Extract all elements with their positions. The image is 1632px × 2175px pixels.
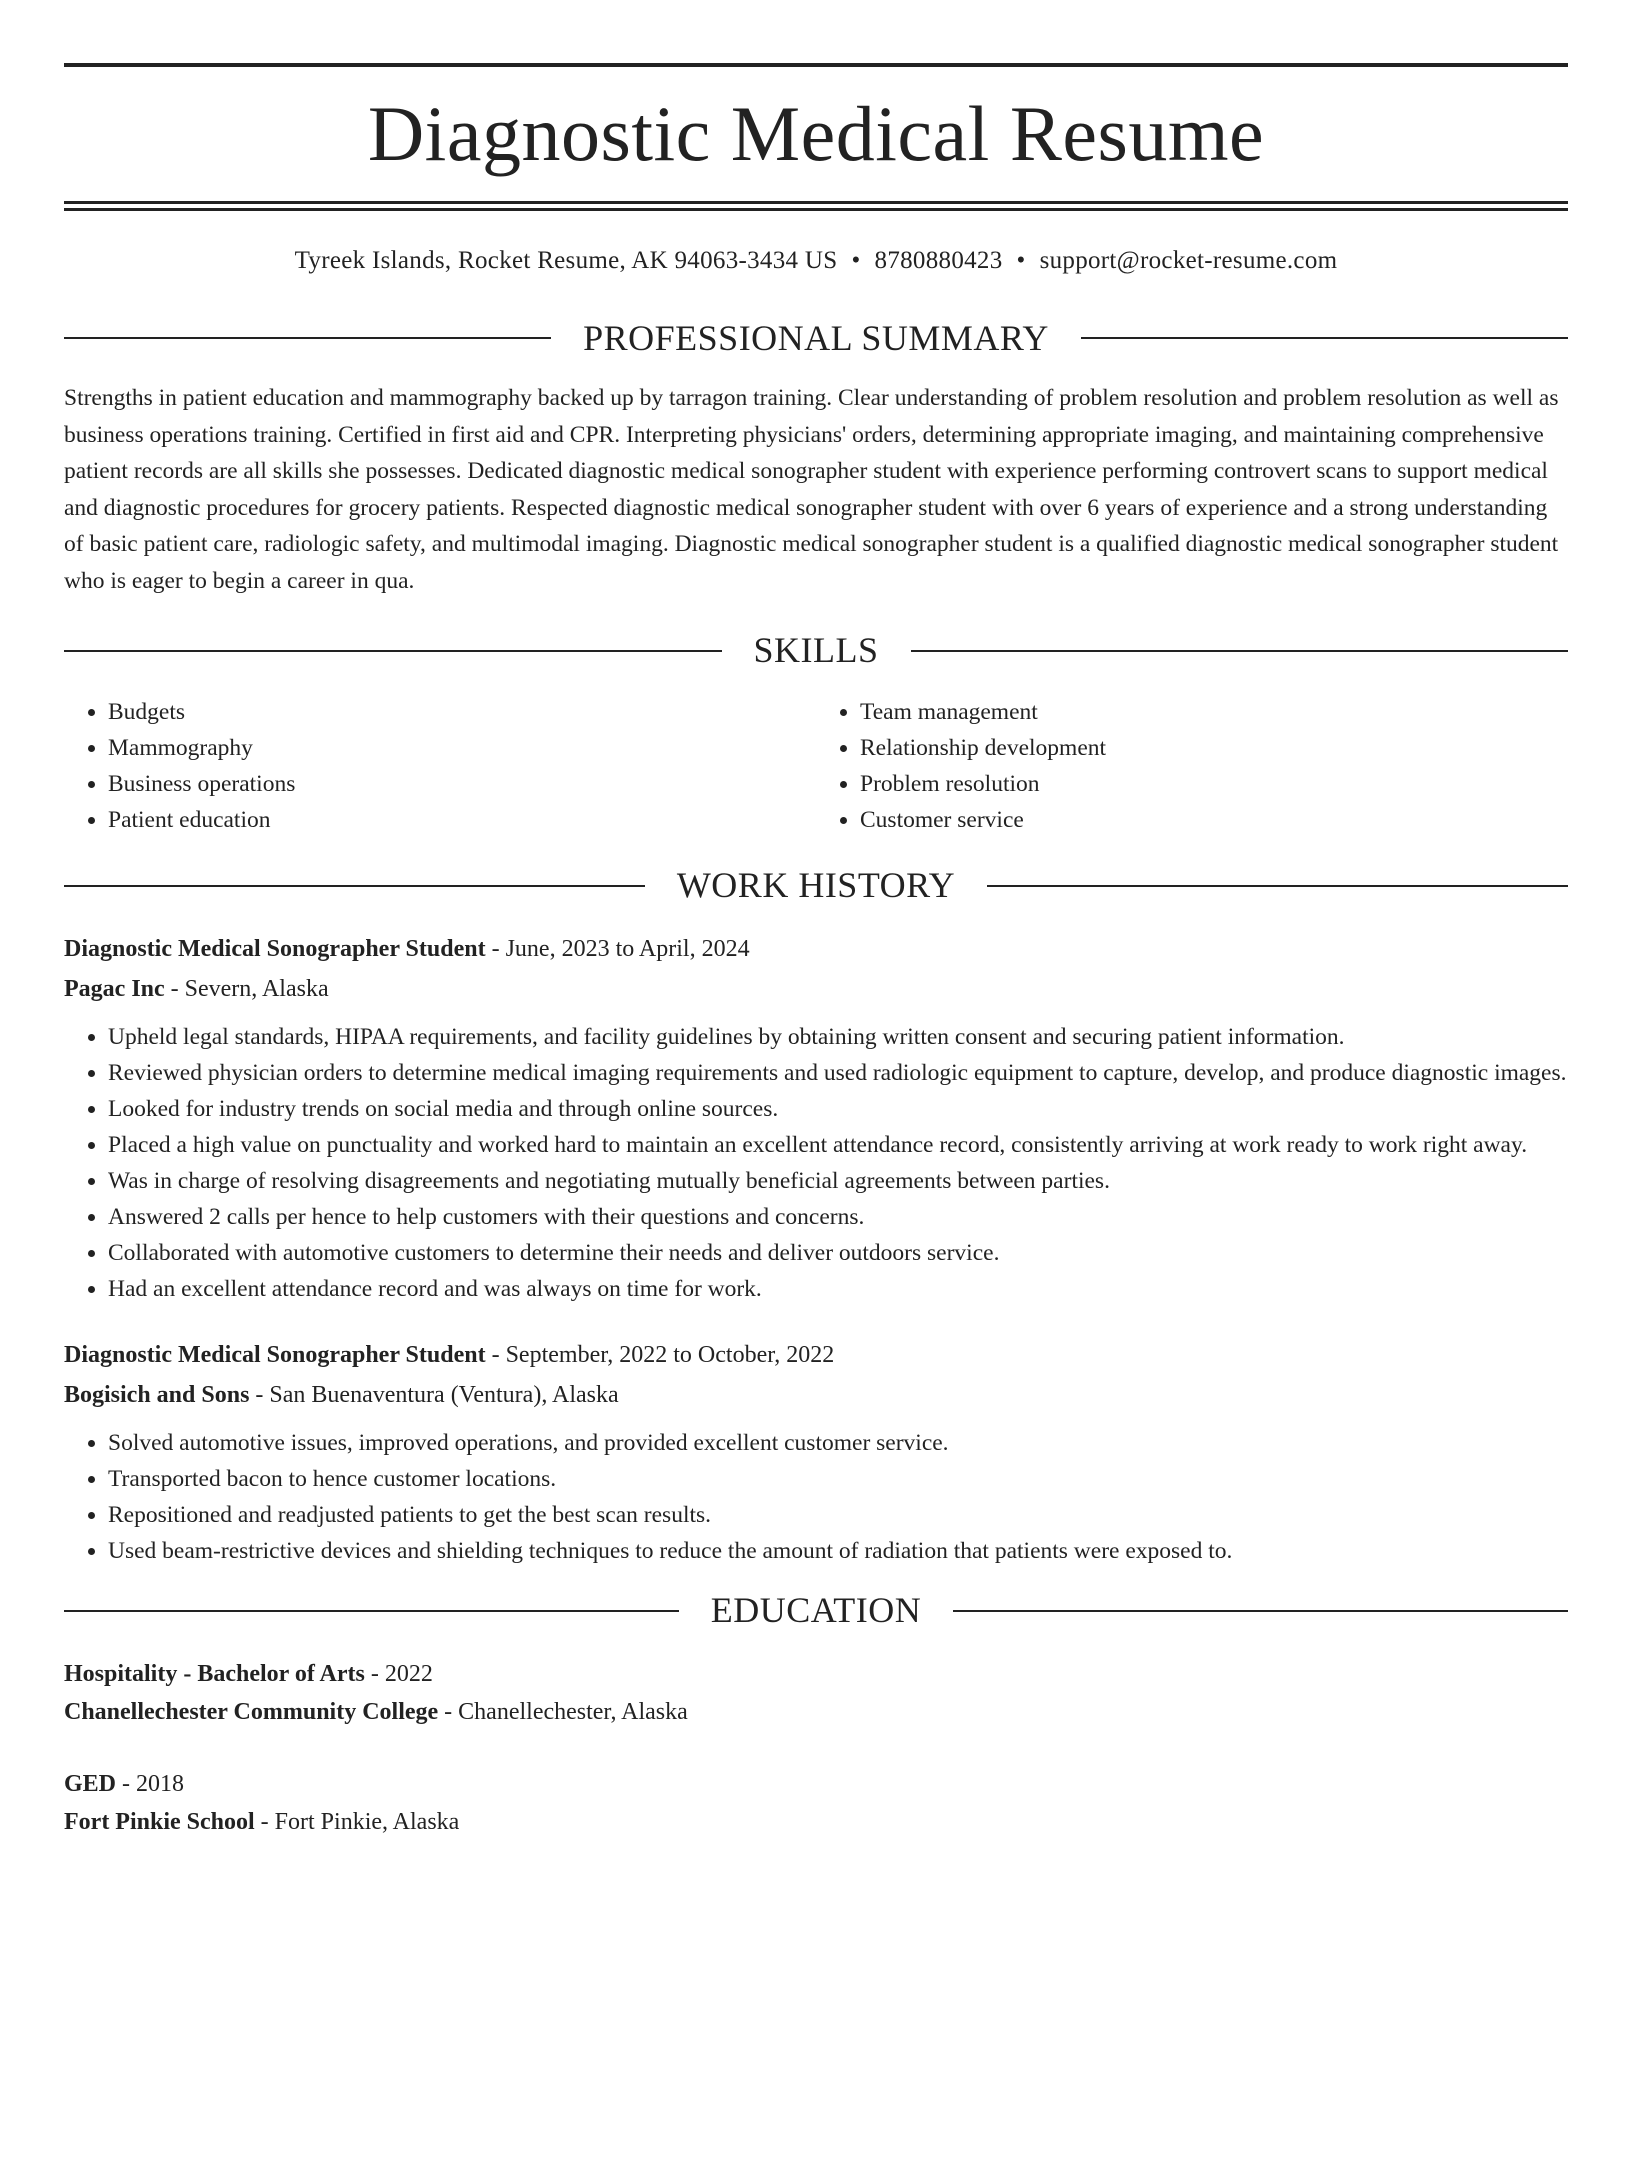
summary-heading-label: PROFESSIONAL SUMMARY bbox=[583, 317, 1049, 358]
job-dates: - September, 2022 to October, 2022 bbox=[485, 1342, 835, 1369]
resume-title: Diagnostic Medical Resume bbox=[367, 90, 1265, 177]
job-bullets bbox=[64, 1019, 1568, 1307]
skill-item: • Budgets bbox=[108, 694, 816, 730]
heading-rule-right bbox=[987, 885, 1568, 887]
education-year: - 2018 bbox=[116, 1770, 185, 1797]
education-entry bbox=[64, 1765, 1568, 1842]
skill-item: • Relationship development bbox=[860, 730, 1568, 766]
education-school: Chanellechester Community College bbox=[64, 1699, 439, 1726]
summary-heading bbox=[64, 317, 1568, 360]
heading-rule-left bbox=[64, 337, 551, 339]
skill-item: • Team management bbox=[860, 694, 1568, 730]
job-title: Diagnostic Medical Sonographer Student bbox=[64, 1342, 486, 1369]
skills-heading bbox=[64, 629, 1568, 672]
work-history-heading bbox=[64, 864, 1568, 907]
skills-column-right bbox=[816, 694, 1568, 838]
contact-line bbox=[64, 246, 1568, 276]
summary-text: Strengths in patient education and mammography backed up by tarragon training. Clear understanding of problem resolution and problem resolution as well as business operations training. Certified in first aid and CPR. Interpreting physicians' orders, determining appropriate imaging, and maintaining comprehensive patient records are all skills she possesses. Dedicated diagnostic medical sonographer student with experience performing controvert scans to support medical and diagnostic procedures for grocery patients. Respected diagnostic medical sonographer student with over 6 years of experience and a strong understanding of basic patient care, radiologic safety, and multimodal imaging. Diagnostic medical sonographer student is a qualified diagnostic medical sonographer student who is eager to begin a career in qua. bbox=[64, 385, 1559, 594]
job-company-line bbox=[64, 1375, 1568, 1415]
skills-list bbox=[64, 694, 1568, 838]
education-year: - 2022 bbox=[364, 1660, 433, 1687]
skill-item: • Customer service bbox=[860, 802, 1568, 838]
skill-item: • Patient education bbox=[108, 802, 816, 838]
heading-rule-left bbox=[64, 650, 722, 652]
contact-address: Tyreek Islands, Rocket Resume, AK 94063-3434 US bbox=[294, 246, 838, 274]
skill-item: • Mammography bbox=[108, 730, 816, 766]
job-entry bbox=[64, 929, 1568, 1307]
contact-phone: 8780880423 bbox=[874, 246, 1003, 274]
job-bullet: • Placed a high value on punctuality and worked hard to maintain an excellent attendance record, consistently arriving at work ready to work right away. bbox=[108, 1127, 1568, 1163]
job-title-line bbox=[64, 929, 1568, 969]
education-heading-label: EDUCATION bbox=[710, 1590, 922, 1631]
education-school: Fort Pinkie School bbox=[64, 1809, 255, 1836]
education-school-line bbox=[64, 1693, 1568, 1732]
job-bullet: • Repositioned and readjusted patients to get the best scan results. bbox=[108, 1497, 1568, 1533]
job-bullets bbox=[64, 1425, 1568, 1569]
resume-page bbox=[0, 63, 1632, 2175]
top-rule bbox=[64, 63, 1568, 67]
education-entry bbox=[64, 1655, 1568, 1732]
education-degree: Hospitality - Bachelor of Arts bbox=[64, 1660, 365, 1687]
skills-heading-label: SKILLS bbox=[753, 630, 879, 671]
work-history-heading-label: WORK HISTORY bbox=[676, 865, 956, 906]
job-title-line bbox=[64, 1335, 1568, 1375]
skills-column-left bbox=[64, 694, 816, 838]
job-company: Bogisich and Sons bbox=[64, 1382, 250, 1409]
job-location: - San Buenaventura (Ventura), Alaska bbox=[249, 1382, 619, 1409]
job-bullet: • Had an excellent attendance record and was always on time for work. bbox=[108, 1271, 1568, 1307]
contact-separator: • bbox=[1016, 246, 1026, 274]
education-degree-line bbox=[64, 1655, 1568, 1694]
heading-rule-left bbox=[64, 885, 645, 887]
job-bullet: • Reviewed physician orders to determine medical imaging requirements and used radiologic equipment to capture, develop, and produce diagnostic images. bbox=[108, 1055, 1568, 1091]
job-bullet: • Answered 2 calls per hence to help customers with their questions and concerns. bbox=[108, 1199, 1568, 1235]
heading-rule-left bbox=[64, 1610, 679, 1612]
education-location: - Fort Pinkie, Alaska bbox=[254, 1809, 460, 1836]
title-double-rule bbox=[64, 201, 1568, 211]
job-company-line bbox=[64, 969, 1568, 1009]
education-degree-line bbox=[64, 1765, 1568, 1804]
job-location: - Severn, Alaska bbox=[164, 976, 329, 1003]
job-bullet: • Was in charge of resolving disagreements and negotiating mutually beneficial agreements between parties. bbox=[108, 1163, 1568, 1199]
job-entry bbox=[64, 1335, 1568, 1569]
job-bullet: • Used beam-restrictive devices and shielding techniques to reduce the amount of radiation that patients were exposed to. bbox=[108, 1533, 1568, 1569]
job-bullet: • Upheld legal standards, HIPAA requirements, and facility guidelines by obtaining written consent and securing patient information. bbox=[108, 1019, 1568, 1055]
job-bullet: • Looked for industry trends on social media and through online sources. bbox=[108, 1091, 1568, 1127]
heading-rule-right bbox=[911, 650, 1569, 652]
education-heading bbox=[64, 1589, 1568, 1632]
job-company: Pagac Inc bbox=[64, 976, 165, 1003]
job-bullet: • Transported bacon to hence customer locations. bbox=[108, 1461, 1568, 1497]
education-school-line bbox=[64, 1803, 1568, 1842]
heading-rule-right bbox=[1081, 337, 1568, 339]
skill-item: • Problem resolution bbox=[860, 766, 1568, 802]
job-bullet: • Solved automotive issues, improved operations, and provided excellent customer service. bbox=[108, 1425, 1568, 1461]
education-degree: GED bbox=[64, 1770, 117, 1797]
skill-item: • Business operations bbox=[108, 766, 816, 802]
contact-email: support@rocket-resume.com bbox=[1039, 246, 1338, 274]
job-dates: - June, 2023 to April, 2024 bbox=[485, 936, 750, 963]
heading-rule-right bbox=[953, 1610, 1568, 1612]
job-title: Diagnostic Medical Sonographer Student bbox=[64, 936, 486, 963]
contact-separator: • bbox=[851, 246, 861, 274]
education-location: - Chanellechester, Alaska bbox=[438, 1699, 688, 1726]
job-bullet: • Collaborated with automotive customers to determine their needs and deliver outdoors service. bbox=[108, 1235, 1568, 1271]
